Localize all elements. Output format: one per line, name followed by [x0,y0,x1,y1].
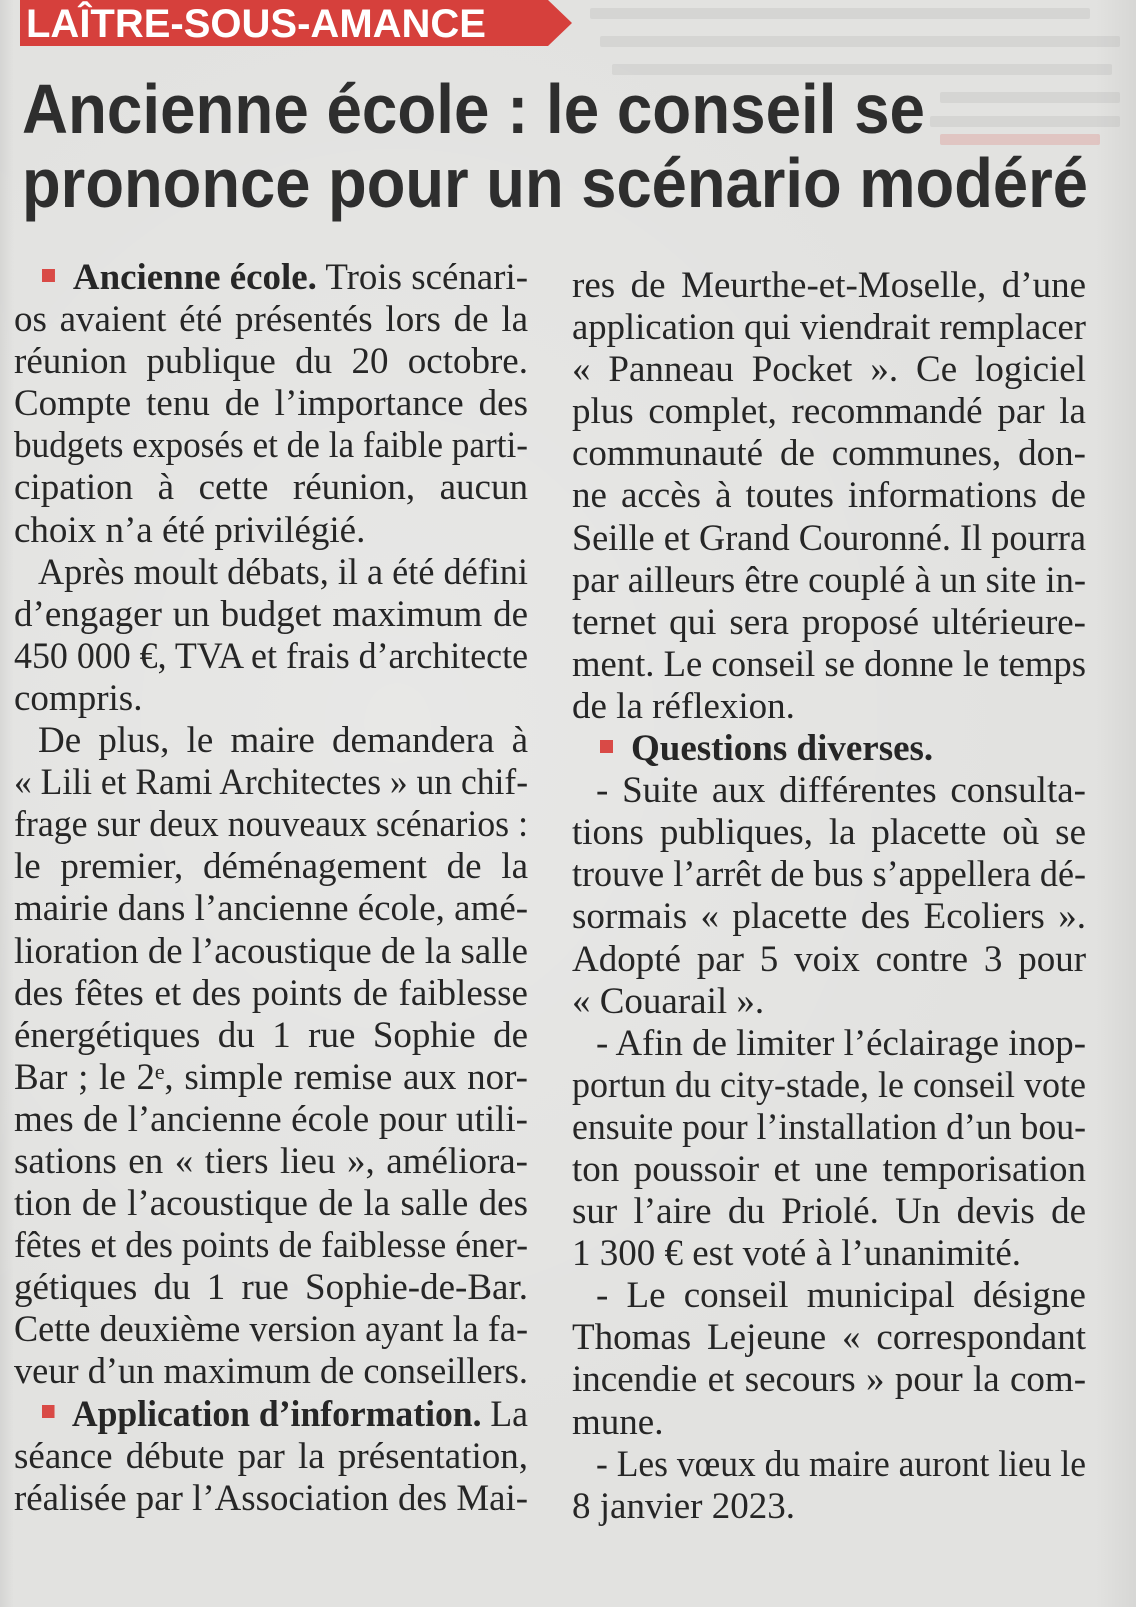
article-line [572,1317,1086,1359]
article-line [14,931,528,973]
headline-line [22,144,1088,222]
line-text: « Couarail ». [572,980,765,1022]
line-text: mes de l’ancienne école pour utili- [14,1098,529,1140]
article-line [14,1225,528,1267]
article-line [14,467,528,509]
line-text: choix n’a été privilégié. [14,509,366,551]
article-line [572,391,1086,433]
line-text: sations en « tiers lieu », améliora- [14,1140,529,1182]
line-text: tions publiques, la placette où se [572,812,1086,854]
article-line-text [596,770,1086,812]
article-line [572,812,1086,854]
article-line [572,265,1086,307]
article-line [572,728,1086,770]
line-text: Cette deuxième version ayant la fa- [14,1309,529,1351]
article-line-text [572,560,1086,602]
section-paragraph [14,1394,528,1520]
article-line-text [14,846,528,888]
article-line-text [14,1478,528,1520]
line-text: frage sur deux nouveaux scénarios : [14,804,529,846]
article-line-text [14,425,528,467]
article-line [14,383,528,425]
article-line [572,939,1086,981]
line-text: sormais « placette des Ecoliers ». [572,896,1086,938]
article-line [14,1351,528,1393]
line-text: « Lili et Rami Architectes » un chif- [14,762,529,804]
article-line-text [572,307,1086,349]
article-line-text [572,349,1086,391]
article-line [572,307,1086,349]
article-line [14,299,528,341]
article-line [14,1394,528,1436]
article-line [14,1099,528,1141]
article-line-text [572,1233,1021,1275]
article-line [14,594,528,636]
line-text: réalisée par l’Association des Mai- [14,1477,529,1519]
article-line-text [596,1444,1086,1486]
line-text: mairie dans l’ancienne école, amé- [14,888,529,930]
article-column-right [572,265,1086,1528]
article-line-text [572,854,1086,896]
article-line [572,1107,1086,1149]
article-line-text [14,510,365,552]
article-line-text [572,518,1086,560]
article-line-text [14,1183,528,1225]
article-line [14,1141,528,1183]
line-text: Après moult débats, il a été défini [38,551,528,593]
line-text: Adopté par 5 voix contre 3 pour [572,938,1087,980]
article-line [572,1486,1086,1528]
line-text: ensuite pour l’installation d’un bou- [572,1106,1086,1148]
headline-text: prononce pour un scénario modéré [22,144,1088,222]
line-text: d’engager un budget maximum de [14,593,529,635]
article-line [572,1149,1086,1191]
article-line [572,1065,1086,1107]
line-text: - Les vœux du maire auront lieu le [596,1443,1086,1485]
headline-line [22,70,925,148]
line-text: 450 000 €, TVA et frais d’architecte [14,635,529,677]
line-text: énergétiques du 1 rue Sophie de [14,1014,528,1056]
article-line [572,475,1086,517]
article-line-text [42,257,528,299]
line-text: Bar ; le 2ᵉ, simple remise aux nor- [14,1056,529,1098]
article-line-text [42,1394,528,1436]
line-text: séance débute par la présentation, [14,1435,528,1477]
article-paragraph [572,1444,1086,1528]
article-line-text [572,644,1086,686]
article-line [572,560,1086,602]
article-line [572,518,1086,560]
article-paragraph [14,720,528,1394]
article-line [14,804,528,846]
article-line-text [596,1023,1086,1065]
article-line [572,1359,1086,1401]
article-line [572,1191,1086,1233]
adjacent-article-fragment [940,92,1120,103]
line-text: fêtes et des points de faiblesse éner- [14,1225,529,1267]
article-line-text [600,728,933,770]
line-text: os avaient été présentés lors de la [14,299,529,341]
line-text: - Le conseil municipal désigne [596,1275,1086,1317]
line-text: 8 janvier 2023. [572,1485,795,1527]
article-line [572,981,1086,1023]
section-lead: Application d’information. [71,1393,482,1435]
article-line [14,1057,528,1099]
article-line [14,762,528,804]
line-text: compris. [14,677,143,719]
article-paragraph [14,552,528,720]
article-line-text [14,1225,528,1267]
article-paragraph [572,265,1086,728]
article-line-text [572,475,1086,517]
article-line-text [14,383,528,425]
line-text: ne accès à toutes informations de [572,475,1086,517]
article-line-text [572,1191,1086,1233]
section-tag-label [26,0,504,46]
article-line-text [14,1309,528,1351]
article-line-text [572,896,1086,938]
article-line-text [14,888,528,930]
line-text: cipation à cette réunion, aucun [14,467,528,509]
line-text: réunion publique du 20 octobre. [14,341,528,383]
article-line-text [572,812,1086,854]
article-line [572,433,1086,475]
article-line [14,973,528,1015]
article-line [572,1402,1086,1444]
section-paragraph [572,728,1086,770]
line-text: des fêtes et des points de faiblesse [14,972,528,1014]
line-text: - Suite aux différentes consulta- [596,770,1086,812]
line-text: lioration de l’acoustique de la salle [14,930,529,972]
line-text: veur d’un maximum de conseillers. [14,1351,529,1393]
article-line [572,1444,1086,1486]
article-line-text [572,939,1086,981]
line-text: tion de l’acoustique de la salle des [14,1183,528,1225]
article-line-text [572,265,1086,307]
line-text: « Panneau Pocket ». Ce logiciel [572,349,1087,391]
article-line [14,425,528,467]
article-line [572,1275,1086,1317]
headline-text: Ancienne école : le conseil se [22,70,925,148]
section-lead: Ancienne école. [72,257,317,298]
article-line-text [14,973,528,1015]
article-line [572,644,1086,686]
line-text: de la réflexion. [572,685,795,727]
article-line-text [14,1057,528,1099]
article-line [14,846,528,888]
article-line [14,1183,528,1225]
article-line-text [572,433,1086,475]
line-text: Trois scénari- [325,257,529,298]
adjacent-article-fragment [600,36,1120,47]
article-line [14,1478,528,1520]
line-text: application qui viendrait remplacer [572,307,1087,349]
article-line-text [572,602,1086,644]
line-text: ment. Le conseil se donne le temps [572,643,1087,685]
section-paragraph [14,257,528,552]
article-line [572,1023,1086,1065]
line-text: sur l’aire du Priolé. Un devis de [572,1191,1087,1233]
article-line-text [572,1359,1086,1401]
article-line-text [14,1099,528,1141]
line-text: portun du city-stade, le conseil vote [572,1064,1086,1106]
line-text: ternet qui sera proposé ultérieure- [572,601,1087,643]
article-line-text [14,1015,528,1057]
article-line-text [14,762,528,804]
line-text: communauté de communes, don- [572,433,1086,475]
article-line-text [572,1402,663,1444]
article-line [572,896,1086,938]
article-paragraph [572,1023,1086,1276]
line-text: 1 300 € est voté à l’unanimité. [572,1233,1022,1275]
line-text: Seille et Grand Couronné. Il pourra [572,517,1087,559]
article-line [14,1267,528,1309]
article-line [14,636,528,678]
line-text: plus complet, recommandé par la [572,391,1086,433]
article-line-text [14,804,528,846]
article-line-text [14,1141,528,1183]
article-line [14,1309,528,1351]
article-line [14,1015,528,1057]
adjacent-article-fragment [930,116,1120,127]
article-line-text [14,1436,528,1478]
article-line-text [572,391,1086,433]
article-line-text [572,1149,1086,1191]
article-line-text [14,1267,528,1309]
line-text: ton poussoir et une temporisation [572,1148,1086,1190]
square-bullet-icon [600,740,613,753]
line-text: par ailleurs être couplé à un site in- [572,559,1086,601]
article-line-text [14,299,528,341]
line-text: budgets exposés et de la faible parti- [14,425,528,467]
article-line-text [572,981,764,1023]
line-text: gétiques du 1 rue Sophie-de-Bar. [14,1267,528,1309]
article-line [14,257,528,299]
article-line [572,602,1086,644]
article-line [572,770,1086,812]
line-text: De plus, le maire demandera à [38,720,529,762]
line-text: le premier, déménagement de la [14,846,529,888]
article-line [14,888,528,930]
article-line [14,720,528,762]
line-text: res de Meurthe-et-Moselle, d’une [572,265,1087,306]
article-line [14,1436,528,1478]
article-line-text [572,1107,1086,1149]
article-line-text [572,686,795,728]
line-text: Compte tenu de l’importance des [14,383,528,425]
section-lead: Questions diverses. [631,728,934,770]
article-line-text [572,1486,795,1528]
article-line [14,341,528,383]
adjacent-article-fragment [590,8,1090,19]
article-line-text [14,678,142,720]
line-text: trouve l’arrêt de bus s’appellera dé- [572,854,1086,896]
line-text: incendie et secours » pour la com- [572,1359,1087,1401]
line-text: mune. [572,1401,664,1443]
article-paragraph [572,770,1086,1023]
line-text: - Afin de limiter l’éclairage inop- [596,1022,1087,1064]
article-line-text [14,341,528,383]
article-line-text [14,931,528,973]
article-line-text [14,594,528,636]
article-line-text [14,1351,528,1393]
article-line [14,552,528,594]
article-line-text [596,1275,1086,1317]
article-line [572,854,1086,896]
article-line [572,1233,1086,1275]
line-text: Thomas Lejeune « correspondant [572,1317,1086,1359]
article-line [572,686,1086,728]
section-tag-text: LAÎTRE-SOUS-AMANCE [26,2,486,46]
square-bullet-icon [42,1405,55,1418]
article-line [14,510,528,552]
article-line [14,678,528,720]
square-bullet-icon [42,269,55,282]
article-line-text [38,720,528,762]
article-line-text [572,1065,1086,1107]
line-text: La [490,1393,528,1435]
article-paragraph [572,1275,1086,1443]
article-line [572,349,1086,391]
article-line-text [38,552,528,594]
article-line-text [14,467,528,509]
article-column-left [14,257,528,1520]
article-line-text [14,636,528,678]
article-line-text [572,1317,1086,1359]
